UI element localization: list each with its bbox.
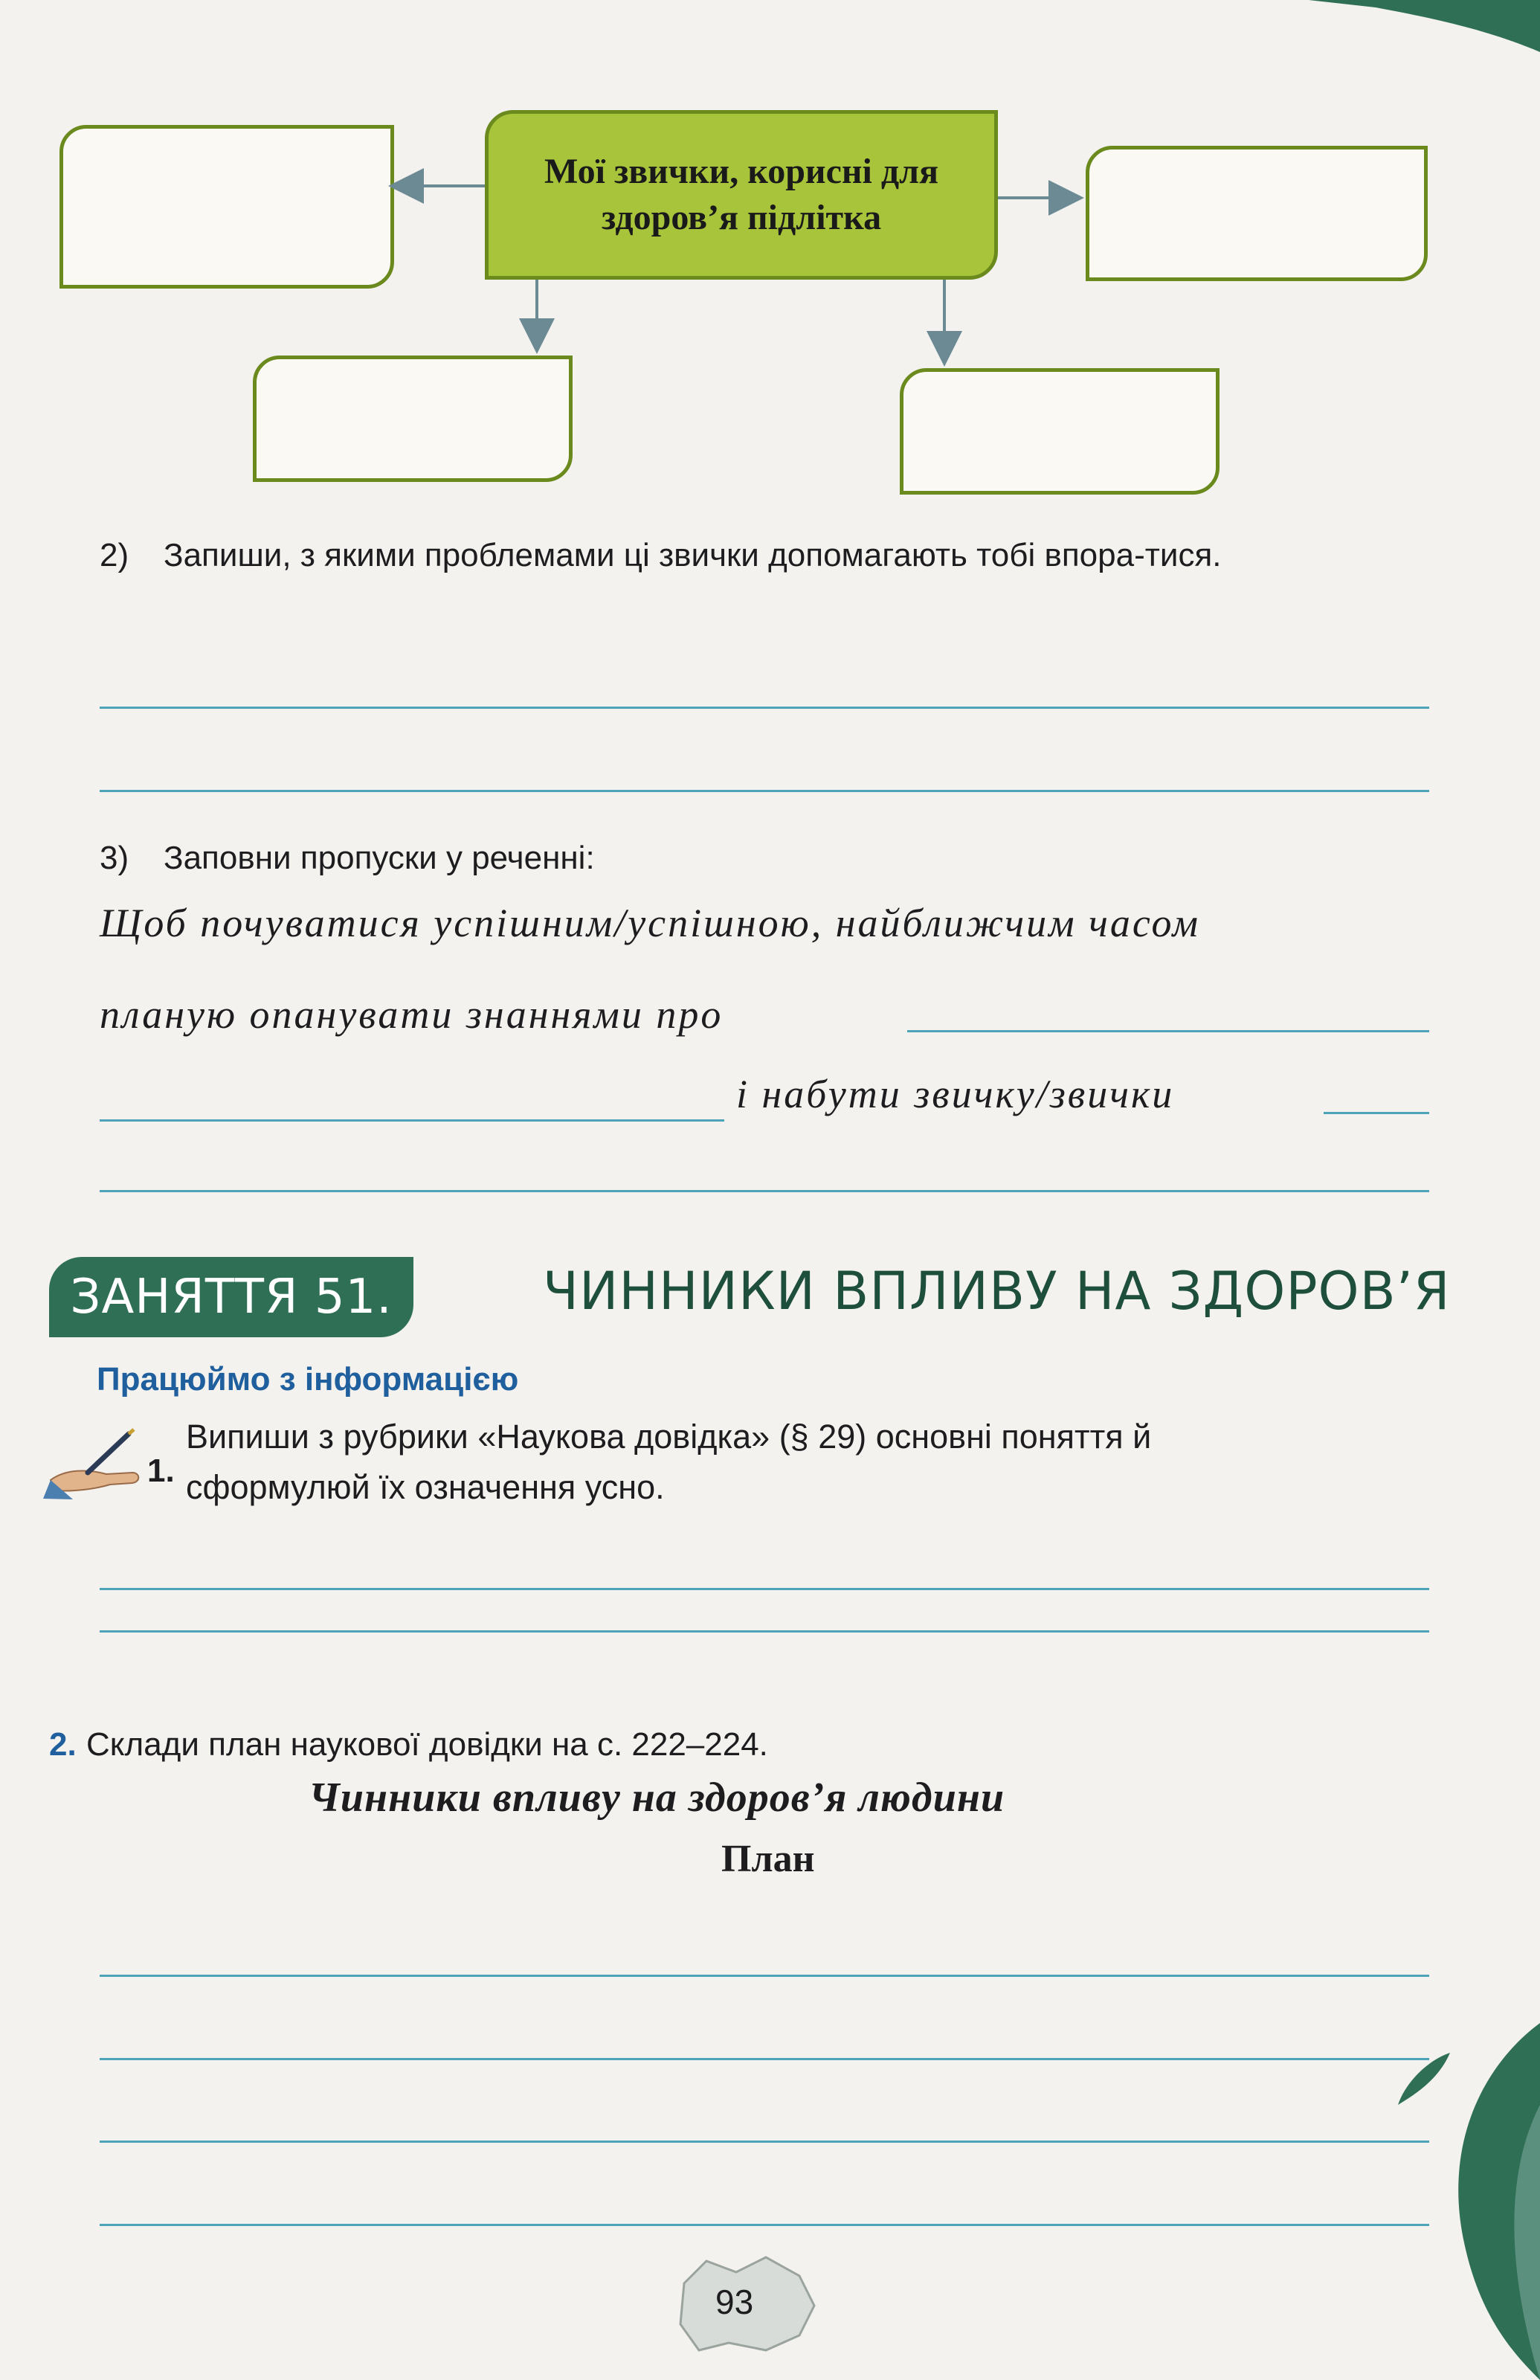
answer-line[interactable] [100,2141,1429,2143]
answer-line[interactable] [100,1588,1429,1590]
answer-line[interactable] [100,2058,1429,2060]
answer-line[interactable] [100,2224,1429,2226]
task3-sentence-line3: і набути звичку/звички [736,1072,1175,1116]
answer-line[interactable] [100,1630,1429,1633]
mind-map-center [485,110,998,280]
fill-blank-line[interactable] [907,1030,1429,1032]
task2-number: 2) [100,537,129,573]
task3-sentence-line2: планую опанувати знаннями про [100,992,724,1037]
answer-line[interactable] [100,1975,1429,1977]
lesson-title: ЧИННИКИ ВПЛИВУ НА ЗДОРОВ’Я [543,1261,1451,1322]
task2-text: Запиши, з якими проблемами ці звички допомагають тобі впора-тися. [164,537,1222,573]
plan-title: Чинники впливу на здоров’я людини [309,1775,1005,1821]
task3-text: Заповни пропуски у реченні: [164,840,595,876]
task3-number: 3) [100,840,129,876]
page-number: 93 [715,2283,754,2321]
task3-sentence-line1: Щоб почуватися успішним/успішною, найближчим часом [100,901,1200,945]
answer-line[interactable] [100,1190,1429,1192]
fill-blank-line[interactable] [100,1119,724,1122]
exercise1-number: 1. [147,1453,175,1489]
corner-leaf-bottom-right-light [1457,2105,1540,2380]
plan-subtitle: План [721,1838,815,1880]
exercise2-text: Склади план наукової довідки на с. 222–224. [86,1726,768,1763]
exercise2-number: 2. [49,1726,77,1763]
exercise1-text-line2: сформулюй їх означення усно. [186,1468,665,1506]
exercise1-text-line1: Випиши з рубрики «Наукова довідка» (§ 29) основні поняття й [186,1418,1152,1456]
answer-line[interactable] [100,790,1429,792]
section-heading: Працюймо з інформацією [97,1361,519,1398]
writing-hand-icon [43,1428,147,1502]
answer-line[interactable] [100,707,1429,709]
fill-blank-line[interactable] [1324,1112,1429,1114]
mind-map-center-label: Мої звички, корисні для здоров’я підлітка [544,152,939,237]
lesson-badge: ЗАНЯТТЯ 51. [49,1257,413,1337]
